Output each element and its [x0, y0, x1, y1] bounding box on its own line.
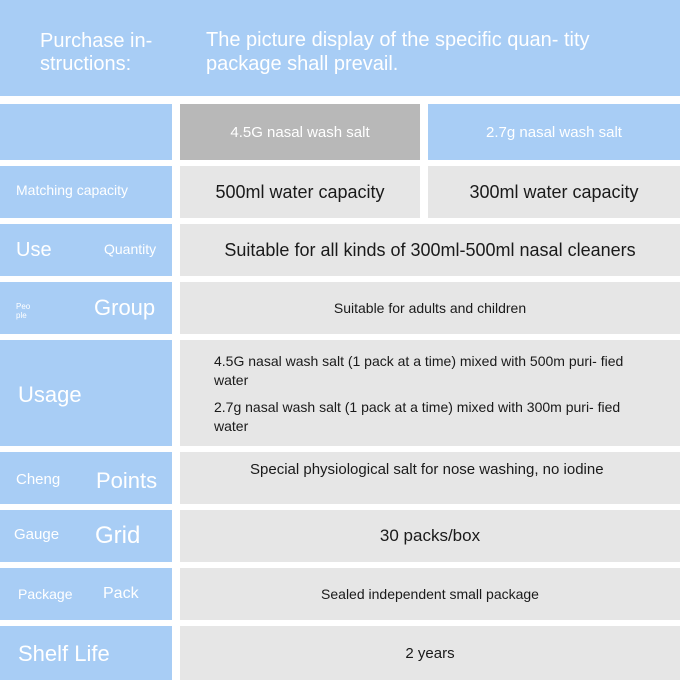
shelf-value: 2 years [405, 644, 455, 662]
points-label: Points [96, 468, 158, 493]
instructions-header [0, 0, 680, 96]
cheng-label: Cheng [16, 471, 61, 488]
pack-label: Pack [103, 585, 139, 602]
pack-value: Sealed independent small package [321, 586, 539, 602]
points-value: Special physiological salt for nose washing, no iodine [250, 461, 604, 478]
group-value: Suitable for adults and children [333, 300, 527, 316]
points-label-cell [0, 452, 172, 504]
grid-label: Grid [95, 522, 141, 549]
pack-label-cell [0, 568, 172, 620]
group-label-cell [0, 282, 172, 334]
capacity-col2: 300ml water capacity [469, 181, 639, 202]
package-label: Package [18, 586, 73, 602]
people-label: Peo ple [16, 302, 31, 320]
points-value-cell [180, 452, 680, 504]
usage-line-1: 4.5G nasal wash salt (1 pack at a time) mixed with 500m puri- fied water [214, 353, 624, 388]
capacity-label: Matching capacity [16, 182, 129, 198]
gauge-label: Gauge [14, 526, 60, 543]
usage-line-2: 2.7g nasal wash salt (1 pack at a time) mixed with 300m puri- fied water [214, 399, 621, 434]
group-label: Group [94, 295, 156, 320]
product-col2-name: 2.7g nasal wash salt [486, 123, 622, 141]
use-value-cell [180, 224, 680, 276]
usage-label: Usage [18, 382, 82, 407]
usage-value-cell [180, 340, 680, 446]
group-value-cell [180, 282, 680, 334]
corner-cell [0, 104, 172, 160]
grid-value: 30 packs/box [379, 526, 481, 545]
quantity-label: Quantity [104, 241, 157, 257]
product-col1-header [180, 104, 420, 160]
capacity-col1: 500ml water capacity [215, 181, 385, 202]
instructions-label: Purchase in- structions: [40, 30, 153, 75]
instructions-text: The picture display of the specific quan- tity package shall prevail. [206, 29, 590, 75]
grid-value-cell [180, 510, 680, 562]
pack-value-cell [180, 568, 680, 620]
capacity-col1-cell [180, 166, 420, 218]
product-col2-header [428, 104, 680, 160]
capacity-col2-cell [428, 166, 680, 218]
use-value: Suitable for all kinds of 300ml-500ml nasal cleaners [224, 239, 636, 260]
shelf-label-cell [0, 626, 172, 680]
capacity-label-cell [0, 166, 172, 218]
usage-label-cell [0, 340, 172, 446]
product-col1-name: 4.5G nasal wash salt [230, 123, 370, 141]
grid-label-cell [0, 510, 172, 562]
use-label: Use [16, 239, 52, 261]
shelf-life-label: Shelf Life [18, 641, 110, 666]
use-label-cell [0, 224, 172, 276]
shelf-value-cell [180, 626, 680, 680]
